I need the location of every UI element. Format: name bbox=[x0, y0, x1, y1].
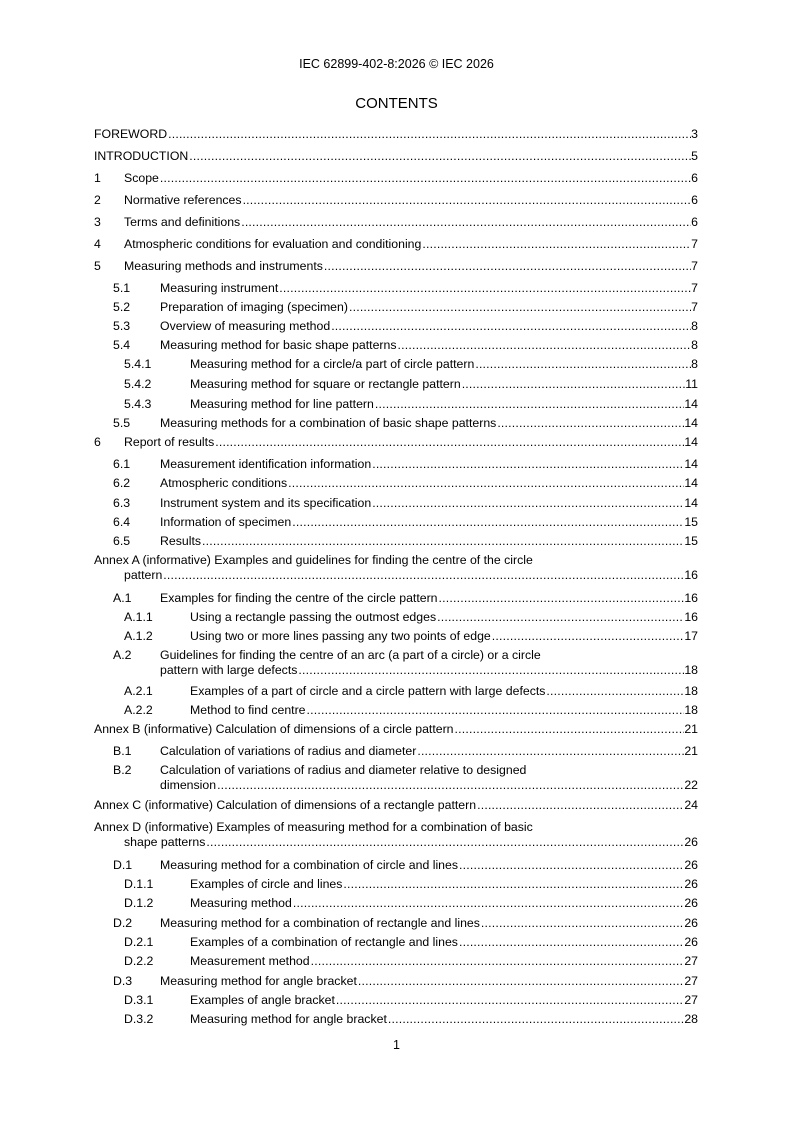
toc-entry[interactable] bbox=[94, 591, 698, 606]
dot-leader bbox=[330, 319, 691, 334]
dot-leader bbox=[162, 568, 684, 583]
toc-entry-number: D.2.1 bbox=[124, 935, 154, 949]
toc-entry-page: 21 bbox=[684, 744, 698, 758]
toc-entry-title: Examples of a combination of rectangle and lines bbox=[190, 935, 458, 949]
toc-entry-page: 16 bbox=[684, 610, 698, 624]
toc-entry-title-continuation: pattern bbox=[124, 568, 163, 582]
toc-entry-number: 5.4.1 bbox=[124, 357, 152, 371]
toc-entry-title: Calculation of variations of radius and diameter relative to designed bbox=[160, 763, 527, 777]
toc-entry[interactable] bbox=[94, 496, 698, 511]
dot-leader bbox=[342, 877, 684, 892]
toc-entry-page: 7 bbox=[691, 237, 698, 251]
dot-leader bbox=[205, 835, 684, 850]
dot-leader bbox=[335, 993, 684, 1008]
toc-entry-title: Measuring method for a combination of rectangle and lines bbox=[160, 916, 480, 930]
toc-entry-page: 16 bbox=[684, 568, 698, 582]
dot-leader bbox=[297, 663, 684, 678]
toc-entry-page: 26 bbox=[684, 835, 698, 849]
dot-leader bbox=[188, 149, 691, 164]
toc-entry[interactable] bbox=[94, 397, 698, 412]
toc-entry-page: 22 bbox=[684, 778, 698, 792]
toc-entry-title: Terms and definitions bbox=[124, 215, 241, 229]
toc-entry[interactable] bbox=[94, 877, 698, 892]
toc-entry-number: D.1 bbox=[113, 858, 133, 872]
toc-entry-page: 6 bbox=[691, 171, 698, 185]
toc-entry-page: 26 bbox=[684, 916, 698, 930]
dot-leader bbox=[242, 193, 692, 208]
dot-leader bbox=[216, 778, 684, 793]
toc-entry[interactable] bbox=[94, 377, 698, 392]
toc-entry-page: 6 bbox=[691, 193, 698, 207]
toc-entry-title: Information of specimen bbox=[160, 515, 292, 529]
toc-entry-title: Measurement method bbox=[190, 954, 310, 968]
toc-entry-title: Measuring method for basic shape patterns bbox=[160, 338, 397, 352]
toc-entry-title: Examples of a part of circle and a circle pattern with large defects bbox=[190, 684, 546, 698]
toc-entry[interactable] bbox=[94, 435, 698, 450]
toc-entry-title: Atmospheric conditions for evaluation and conditioning bbox=[124, 237, 422, 251]
dot-leader bbox=[278, 281, 691, 296]
toc-entry[interactable] bbox=[94, 534, 698, 549]
toc-entry[interactable] bbox=[94, 935, 698, 950]
toc-entry-number: 5.4.2 bbox=[124, 377, 152, 391]
toc-entry-number: 6.4 bbox=[113, 515, 131, 529]
toc-entry-number: A.2.2 bbox=[124, 703, 153, 717]
toc-entry-title: Measuring method for square or rectangle pattern bbox=[190, 377, 461, 391]
toc-entry-title: Examples of circle and lines bbox=[190, 877, 343, 891]
toc-entry[interactable] bbox=[94, 215, 698, 230]
toc-entry-number: D.3.1 bbox=[124, 993, 154, 1007]
dot-leader bbox=[416, 744, 684, 759]
toc-entry[interactable] bbox=[94, 259, 698, 274]
dot-leader bbox=[306, 703, 685, 718]
toc-entry-number: A.2 bbox=[113, 648, 132, 662]
toc-entry-page: 14 bbox=[684, 496, 698, 510]
toc-entry-title: Guidelines for finding the centre of an arc (a part of a circle) or a circle bbox=[160, 648, 541, 662]
toc-entry-title: Normative references bbox=[124, 193, 242, 207]
toc-entry-title: Overview of measuring method bbox=[160, 319, 331, 333]
page-number: 1 bbox=[393, 1038, 400, 1052]
toc-entry[interactable] bbox=[94, 610, 698, 625]
document-header: IEC 62899-402-8:2026 © IEC 2026 bbox=[299, 57, 494, 71]
toc-entry-number: 5 bbox=[94, 259, 101, 273]
toc-entry-page: 14 bbox=[684, 457, 698, 471]
toc-entry-number: 6.5 bbox=[113, 534, 131, 548]
toc-entry-title: Measuring methods and instruments bbox=[124, 259, 323, 273]
toc-entry[interactable] bbox=[94, 896, 698, 911]
toc-entry-page: 5 bbox=[691, 149, 698, 163]
page-title: CONTENTS bbox=[355, 95, 438, 112]
toc-entry-number: A.1.2 bbox=[124, 629, 153, 643]
dot-leader bbox=[458, 858, 684, 873]
toc-entry-page: 14 bbox=[684, 476, 698, 490]
toc-entry-page: 16 bbox=[684, 591, 698, 605]
dot-leader bbox=[323, 259, 691, 274]
toc-entry-number: D.3 bbox=[113, 974, 133, 988]
toc-entry[interactable] bbox=[94, 515, 698, 530]
dot-leader bbox=[167, 127, 691, 142]
toc-entry[interactable] bbox=[94, 820, 698, 850]
toc-entry[interactable] bbox=[94, 722, 698, 737]
dot-leader bbox=[454, 722, 685, 737]
toc-entry[interactable] bbox=[94, 744, 698, 759]
toc-entry-page: 17 bbox=[684, 629, 698, 643]
toc-entry-number: B.2 bbox=[113, 763, 132, 777]
dot-leader bbox=[461, 377, 686, 392]
dot-leader bbox=[458, 935, 684, 950]
dot-leader bbox=[397, 338, 692, 353]
dot-leader bbox=[348, 300, 691, 315]
toc-entry-page: 24 bbox=[684, 798, 698, 812]
toc-entry[interactable] bbox=[94, 974, 698, 989]
toc-entry-page: 6 bbox=[691, 215, 698, 229]
toc-entry-title: Scope bbox=[124, 171, 159, 185]
toc-entry[interactable] bbox=[94, 798, 698, 813]
toc-entry-number: D.3.2 bbox=[124, 1012, 154, 1026]
toc-entry-number: D.1.1 bbox=[124, 877, 154, 891]
toc-entry-number: 5.4 bbox=[113, 338, 131, 352]
dot-leader bbox=[357, 974, 684, 989]
toc-entry-page: 14 bbox=[684, 416, 698, 430]
toc-entry-page: 28 bbox=[684, 1012, 698, 1026]
dot-leader bbox=[201, 534, 684, 549]
toc-entry-page: 7 bbox=[691, 259, 698, 273]
dot-leader bbox=[491, 629, 685, 644]
toc-entry-number: 5.5 bbox=[113, 416, 131, 430]
toc-entry[interactable] bbox=[94, 476, 698, 491]
toc-entry-title: Measuring method bbox=[190, 896, 292, 910]
toc-entry-number: 5.1 bbox=[113, 281, 131, 295]
toc-entry-number: D.2 bbox=[113, 916, 133, 930]
toc-entry-title: Atmospheric conditions bbox=[160, 476, 288, 490]
toc-entry-page: 26 bbox=[684, 896, 698, 910]
toc-entry-number: 5.3 bbox=[113, 319, 131, 333]
toc-entry[interactable] bbox=[94, 684, 698, 699]
toc-entry-number: D.1.2 bbox=[124, 896, 154, 910]
toc-entry-number: 6.1 bbox=[113, 457, 131, 471]
toc-entry-title: Measuring method for line pattern bbox=[190, 397, 374, 411]
dot-leader bbox=[476, 798, 684, 813]
toc-entry-title: Calculation of variations of radius and diameter bbox=[160, 744, 417, 758]
dot-leader bbox=[240, 215, 691, 230]
toc-entry-title: Annex B (informative) Calculation of dimensions of a circle pattern bbox=[94, 722, 454, 736]
dot-leader bbox=[214, 435, 684, 450]
toc-entry-title: Examples of angle bracket bbox=[190, 993, 335, 1007]
dot-leader bbox=[159, 171, 691, 186]
toc-entry-title: Measuring method for a circle/a part of circle pattern bbox=[190, 357, 475, 371]
dot-leader bbox=[438, 591, 685, 606]
toc-entry-title-continuation: shape patterns bbox=[124, 835, 206, 849]
toc-entry-page: 15 bbox=[684, 515, 698, 529]
toc-entry-title: Measuring method for a combination of circle and lines bbox=[160, 858, 459, 872]
dot-leader bbox=[374, 397, 684, 412]
toc-entry-title: Using a rectangle passing the outmost edges bbox=[190, 610, 437, 624]
toc-entry-number: 6 bbox=[94, 435, 101, 449]
toc-entry-number: 6.3 bbox=[113, 496, 131, 510]
toc-entry-number: 4 bbox=[94, 237, 101, 251]
toc-entry-title: Report of results bbox=[124, 435, 215, 449]
toc-entry-title: Annex C (informative) Calculation of dimensions of a rectangle pattern bbox=[94, 798, 477, 812]
dot-leader bbox=[292, 896, 684, 911]
toc-entry[interactable] bbox=[94, 237, 698, 252]
toc-entry[interactable] bbox=[94, 763, 698, 793]
toc-entry[interactable] bbox=[94, 457, 698, 472]
toc-entry[interactable] bbox=[94, 858, 698, 873]
dot-leader bbox=[474, 357, 691, 372]
toc-entry-title-continuation: pattern with large defects bbox=[160, 663, 298, 677]
toc-entry[interactable] bbox=[94, 916, 698, 931]
dot-leader bbox=[480, 916, 684, 931]
toc-entry-page: 15 bbox=[684, 534, 698, 548]
toc-entry[interactable] bbox=[94, 629, 698, 644]
toc-entry-title: Results bbox=[160, 534, 202, 548]
toc-entry-page: 27 bbox=[684, 954, 698, 968]
toc-entry-page: 8 bbox=[691, 319, 698, 333]
toc-entry-title: Examples for finding the centre of the circle pattern bbox=[160, 591, 438, 605]
toc-entry[interactable] bbox=[94, 954, 698, 969]
toc-entry-page: 3 bbox=[691, 127, 698, 141]
toc-entry-number: 5.4.3 bbox=[124, 397, 152, 411]
toc-entry-page: 8 bbox=[691, 338, 698, 352]
toc-entry[interactable] bbox=[94, 127, 698, 142]
dot-leader bbox=[387, 1012, 684, 1027]
toc-entry-number: 2 bbox=[94, 193, 101, 207]
dot-leader bbox=[291, 515, 684, 530]
dot-leader bbox=[287, 476, 684, 491]
toc-entry-page: 7 bbox=[691, 281, 698, 295]
dot-leader bbox=[310, 954, 685, 969]
toc-entry-number: 1 bbox=[94, 171, 101, 185]
toc-entry[interactable] bbox=[94, 357, 698, 372]
toc-entry-number: D.2.2 bbox=[124, 954, 154, 968]
toc-entry-title: Preparation of imaging (specimen) bbox=[160, 300, 348, 314]
toc-entry[interactable] bbox=[94, 319, 698, 334]
toc-entry-title: Annex A (informative) Examples and guidelines for finding the centre of the circle bbox=[94, 553, 533, 567]
toc-entry[interactable] bbox=[94, 993, 698, 1008]
toc-entry[interactable] bbox=[94, 171, 698, 186]
dot-leader bbox=[436, 610, 684, 625]
toc-entry-title: Method to find centre bbox=[190, 703, 306, 717]
toc-entry[interactable] bbox=[94, 338, 698, 353]
toc-entry-page: 27 bbox=[684, 993, 698, 1007]
toc-entry-page: 11 bbox=[685, 377, 698, 391]
toc-entry-title: Measurement identification information bbox=[160, 457, 372, 471]
toc-entry-title: Annex D (informative) Examples of measuring method for a combination of basic bbox=[94, 820, 533, 834]
toc-entry-title: Instrument system and its specification bbox=[160, 496, 372, 510]
toc-entry-page: 26 bbox=[684, 935, 698, 949]
toc-entry[interactable] bbox=[94, 648, 698, 678]
toc-entry-page: 18 bbox=[684, 703, 698, 717]
toc-entry[interactable] bbox=[94, 703, 698, 718]
toc-entry-page: 18 bbox=[684, 663, 698, 677]
toc-entry[interactable] bbox=[94, 553, 698, 583]
toc-entry-title: Measuring method for angle bracket bbox=[190, 1012, 387, 1026]
toc-entry-page: 14 bbox=[684, 435, 698, 449]
toc-entry-page: 8 bbox=[691, 357, 698, 371]
toc-entry-title: INTRODUCTION bbox=[94, 149, 189, 163]
toc-entry-title: Measuring method for angle bracket bbox=[160, 974, 357, 988]
toc-entry-number: A.1 bbox=[113, 591, 132, 605]
toc-entry-number: A.2.1 bbox=[124, 684, 153, 698]
toc-entry[interactable] bbox=[94, 416, 698, 431]
toc-entry[interactable] bbox=[94, 300, 698, 315]
dot-leader bbox=[421, 237, 691, 252]
toc-entry-page: 26 bbox=[684, 858, 698, 872]
toc-entry-number: A.1.1 bbox=[124, 610, 153, 624]
toc-entry[interactable] bbox=[94, 193, 698, 208]
toc-entry[interactable] bbox=[94, 1012, 698, 1027]
toc-entry-number: 5.2 bbox=[113, 300, 131, 314]
toc-entry-number: 3 bbox=[94, 215, 101, 229]
toc-entry-page: 18 bbox=[684, 684, 698, 698]
toc-entry-title: Measuring instrument bbox=[160, 281, 279, 295]
toc-entry-title: FOREWORD bbox=[94, 127, 168, 141]
toc-entry-number: B.1 bbox=[113, 744, 132, 758]
toc-entry-title-continuation: dimension bbox=[160, 778, 217, 792]
toc-entry-page: 7 bbox=[691, 300, 698, 314]
toc-entry-title: Using two or more lines passing any two points of edge bbox=[190, 629, 491, 643]
dot-leader bbox=[545, 684, 684, 699]
toc-entry-page: 26 bbox=[684, 877, 698, 891]
toc-entry-page: 27 bbox=[684, 974, 698, 988]
toc-entry-title: Measuring methods for a combination of basic shape patterns bbox=[160, 416, 497, 430]
toc-entry-number: 6.2 bbox=[113, 476, 131, 490]
dot-leader bbox=[371, 457, 684, 472]
toc-entry-page: 14 bbox=[684, 397, 698, 411]
dot-leader bbox=[371, 496, 684, 511]
toc-entry[interactable] bbox=[94, 149, 698, 164]
toc-entry-page: 21 bbox=[684, 722, 698, 736]
dot-leader bbox=[496, 416, 684, 431]
toc-entry[interactable] bbox=[94, 281, 698, 296]
